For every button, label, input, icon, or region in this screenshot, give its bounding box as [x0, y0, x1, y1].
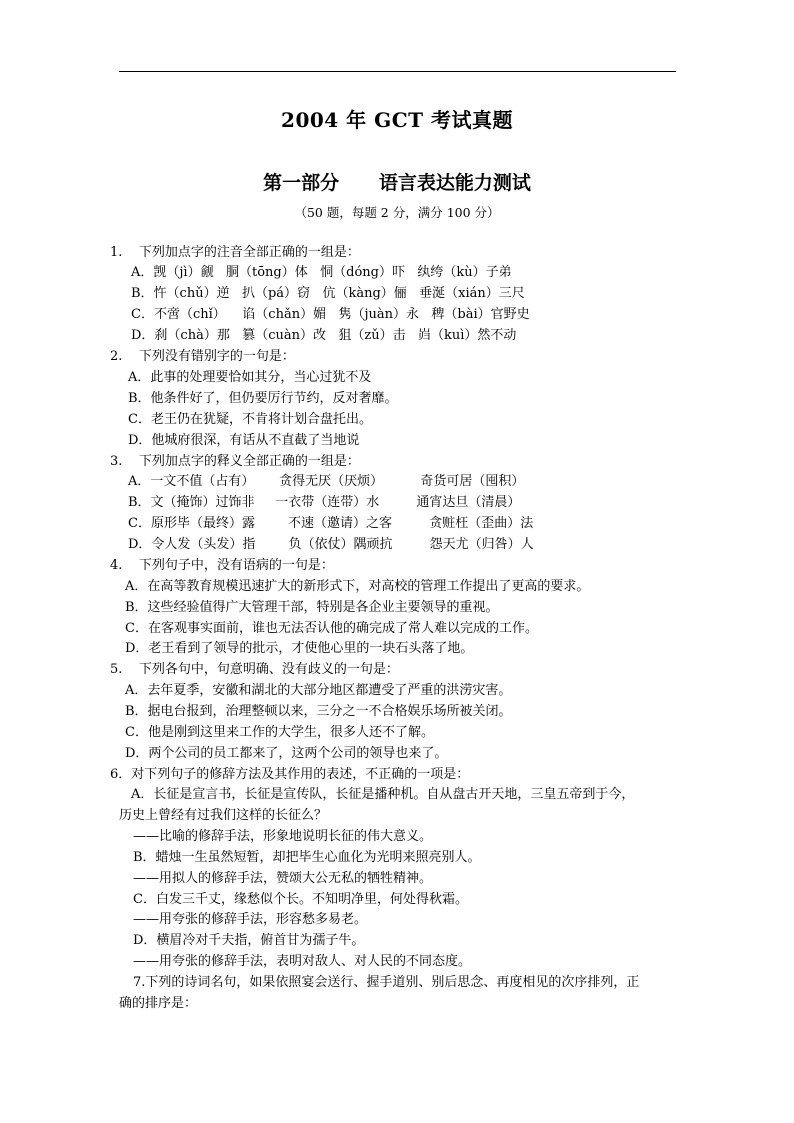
question-5-option-d: D．两个公司的员工都来了，这两个公司的领导也来了。: [125, 746, 448, 761]
question-4-option-a: A．在高等教育规模迅速扩大的新形式下，对高校的管理工作提出了更高的要求。: [125, 579, 590, 594]
question-1-option-d: D．刹（chà）那 篡（cuàn）改 狙（zǔ）击 岿（kuì）然不动: [131, 328, 517, 343]
question-2-option-c: C．老王仍在犹疑，不肯将计划合盘托出。: [128, 412, 372, 427]
question-6-option-c: C．白发三千丈，缘愁似个长。不知明净里，何处得秋霜。: [133, 892, 468, 907]
header-rule: [119, 71, 676, 72]
question-3-option-a: A．一文不值（占有） 贪得无厌（厌烦） 奇货可居（囤积）: [128, 474, 525, 489]
page-title: 2004 年 GCT 考试真题: [281, 108, 513, 132]
question-4-option-c: C．在客观事实面前，谁也无法否认他的确完成了常人难以完成的工作。: [125, 621, 538, 636]
question-2-stem: 2. 下列没有错别字的一句是：: [110, 349, 295, 364]
question-6-option-a-cont: 历史上曾经有过我们这样的长征么？: [119, 808, 328, 823]
question-2-option-d: D．他城府很深，有话从不直截了当地说: [128, 433, 360, 448]
question-6-option-c-note: ——用夸张的修辞手法，形容愁多易老。: [133, 912, 368, 927]
question-5-option-a: A．去年夏季，安徽和湖北的大部分地区都遭受了严重的洪涝灾害。: [125, 683, 512, 698]
question-1-stem: 1. 下列加点字的注音全部正确的一组是：: [110, 245, 360, 260]
question-6-stem: 6．对下列句子的修辞方法及其作用的表述，不正确的一项是：: [110, 767, 470, 782]
question-5-option-b: B．据电台报到，治理整顿以来，三分之一不合格娱乐场所被关闭。: [125, 704, 512, 719]
question-6-option-d-note: ——用夸张的修辞手法，表明对敌人、对人民的不同态度。: [133, 954, 472, 969]
question-1-option-a: A．觊（jì）觎 胴（tōng）体 恫（dóng）吓 纨绔（kù）子弟: [131, 265, 512, 280]
question-6-option-b: B．蜡烛一生虽然短暂，却把毕生心血化为光明来照亮别人。: [133, 850, 481, 865]
question-1-option-b: B．忤（chǔ）逆 扒（pá）窃 伉（kàng）俪 垂涎（xián）三尺: [131, 286, 525, 301]
question-2-option-a: A．此事的处理要恰如其分，当心过犹不及: [128, 370, 372, 385]
question-1-option-c: C．不啻（chǐ） 谄（chǎn）媚 隽（juàn）永 稗（bài）官野史: [131, 307, 530, 322]
question-3-option-c: C．原形毕（最终）露 不速（邀请）之客 贪赃枉（歪曲）法: [128, 516, 534, 531]
question-4-stem: 4. 下列句子中，没有语病的一句是：: [110, 558, 334, 573]
question-5-option-c: C．他是刚到这里来工作的大学生，很多人还不了解。: [125, 725, 434, 740]
question-7-stem: 7.下列的诗词名句，如果依照宴会送行、握手道别、别后思念、再度相见的次序排列，正: [133, 975, 640, 990]
section-title: 第一部分 语言表达能力测试: [263, 172, 531, 194]
question-3-option-b: B．文（掩饰）过饰非 一衣带（连带）水 通宵达旦（清晨）: [128, 495, 521, 510]
scoring-note: （50 题，每题 2 分，满分 100 分）: [294, 205, 500, 220]
question-7-stem-cont: 确的排序是：: [119, 996, 198, 1011]
question-3-option-d: D．令人发（头发）指 负（依仗）隅顽抗 怨天尤（归咎）人: [128, 537, 534, 552]
question-5-stem: 5. 下列各句中，句意明确、没有歧义的一句是：: [110, 662, 399, 677]
question-6-option-a: A．长征是宣言书，长征是宣传队，长征是播种机。自从盘古开天地，三皇五帝到于今，: [131, 787, 635, 802]
question-6-option-a-note: ——比喻的修辞手法，形象地说明长征的伟大意义。: [133, 829, 433, 844]
question-3-stem: 3. 下列加点字的释义全部正确的一组是：: [110, 454, 360, 469]
question-6-option-b-note: ——用拟人的修辞手法，赞颂大公无私的牺牲精神。: [133, 871, 433, 886]
question-2-option-b: B．他条件好了，但仍要厉行节约，反对奢靡。: [128, 391, 398, 406]
question-4-option-d: D．老王看到了领导的批示，才使他心里的一块石头落了地。: [125, 641, 474, 656]
question-4-option-b: B．这些经验值得广大管理干部，特别是各企业主要领导的重视。: [125, 600, 499, 615]
question-6-option-d: D．横眉冷对千夫指，俯首甘为孺子牛。: [133, 933, 365, 948]
